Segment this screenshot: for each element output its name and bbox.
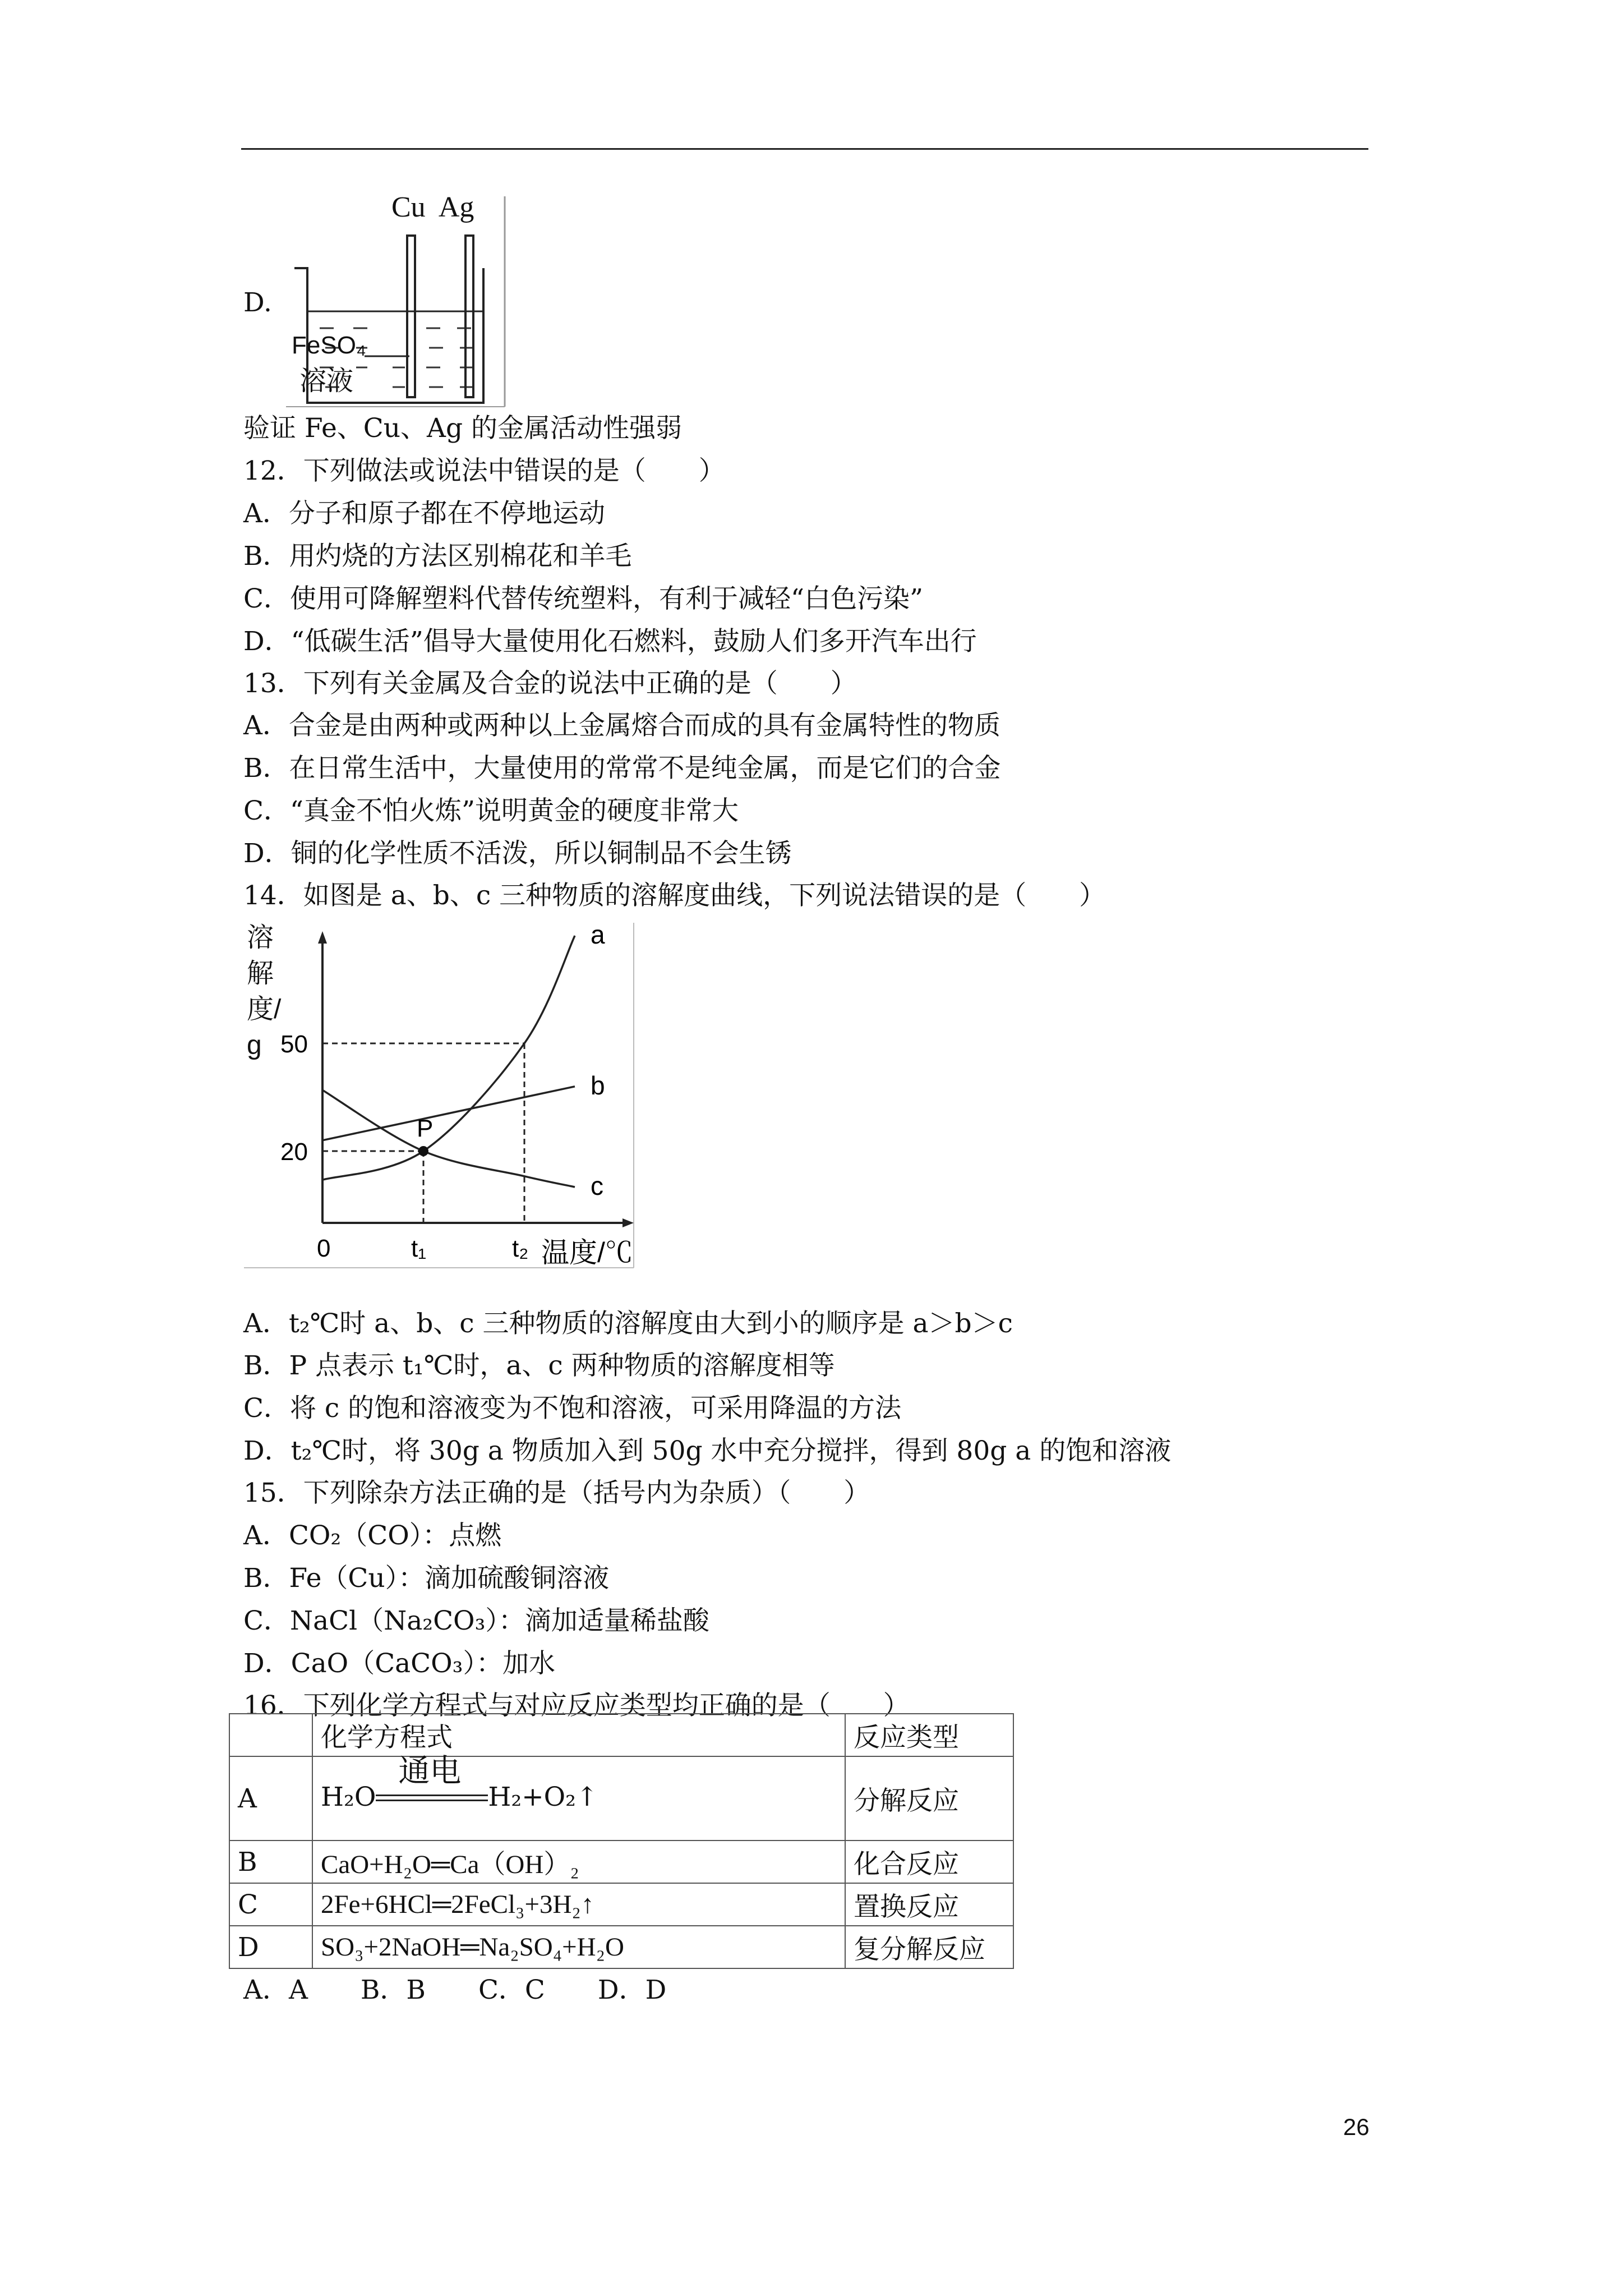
question-14: 14．如图是 a、b、c 三种物质的溶解度曲线，下列说法错误的是（ ） [243,880,1106,911]
header-rule [241,148,1368,150]
beaker-diagram [241,185,533,421]
figure-caption: 验证 Fe、Cu、Ag 的金属活动性强弱 [243,413,682,444]
q12-option-a: A．分子和原子都在不停地运动 [243,498,605,529]
q14-option-a: A．t₂℃时 a、b、c 三种物质的溶解度由大到小的顺序是 a＞b＞c [243,1308,1013,1339]
row-label: D [229,1926,312,1968]
product: H₂+O₂↑ [488,1781,598,1812]
q14-option-b: B．P 点表示 t₁℃时，a、c 两种物质的溶解度相等 [243,1350,835,1381]
x-axis-arrow [623,1218,634,1227]
y-tick-label: 20 [280,1138,308,1166]
point-p [418,1146,428,1156]
option-d-label: D. [243,287,272,318]
series-label-a: a [591,920,605,949]
header-cell-equation: 化学方程式 [312,1714,845,1756]
table-row [229,1883,1013,1926]
q16-answer-options: A．A B．B C．C D．D [243,1975,667,2005]
series-label-c: c [591,1171,603,1200]
type-d: 复分解反应 [845,1926,1013,1968]
point-p-label: P [417,1115,434,1142]
solubility-svg [241,920,645,1273]
series-label-b: b [591,1070,605,1100]
x-tick-label: 0 [317,1235,331,1262]
table-row [229,1756,1013,1841]
type-b: 化合反应 [845,1841,1013,1883]
equation-b: CaO+H₂O═Ca（OH）₂ [312,1841,845,1883]
condition-label: 通电 [398,1752,462,1788]
x-tick-label: t₁ [411,1235,427,1262]
equation-c: 2Fe+6HCl═2FeCl₃+3H₂↑ [312,1883,845,1926]
header-cell-type: 反应类型 [845,1714,1013,1756]
question-16: 16．下列化学方程式与对应反应类型均正确的是（ ） [243,1690,910,1721]
x-axis-label: 温度/℃ [541,1237,633,1268]
solution-label-2: 溶液 [299,366,354,396]
q13-option-a: A．合金是由两种或两种以上金属熔合而成的具有金属特性的物质 [243,710,1000,741]
table-row [229,1926,1013,1968]
row-label: B [229,1841,312,1883]
q14-option-c: C．将 c 的饱和溶液变为不饱和溶液，可采用降温的方法 [243,1393,902,1424]
curve-b [322,1087,575,1140]
page-number: 26 [1343,2114,1370,2140]
y-tick-label: 50 [280,1030,308,1058]
y-axis-arrow [318,931,327,944]
cu-electrode [407,236,415,397]
table-header-row [229,1714,1013,1756]
equation-a [312,1752,845,1841]
q13-option-b: B．在日常生活中，大量使用的常常不是纯金属，而是它们的合金 [243,753,1001,784]
q12-option-b: B．用灼烧的方法区别棉花和羊毛 [243,541,632,572]
electrode-labels: Cu Ag [391,191,474,223]
equation-table [229,1713,1014,1969]
equation-d: SO₃+2NaOH═Na₂SO₄+H₂O [312,1926,845,1968]
curve-a [322,936,575,1180]
reaction-arrow [376,1752,488,1816]
table-row [229,1841,1013,1883]
q15-option-d: D．CaO（CaCO₃）：加水 [243,1648,556,1679]
question-15: 15．下列除杂方法正确的是（括号内为杂质）（ ） [243,1478,870,1508]
solution-label: FeSO₄ [292,332,366,359]
question-12: 12．下列做法或说法中错误的是（ ） [243,455,725,486]
x-tick-label: t₂ [512,1235,529,1262]
q13-option-c: C．“真金不怕火炼”说明黄金的硬度非常大 [243,795,739,826]
solubility-chart [241,920,645,1273]
q13-option-d: D．铜的化学性质不活泼，所以铜制品不会生锈 [243,838,792,869]
q12-option-c: C．使用可降解塑料代替传统塑料，有利于减轻“白色污染” [243,583,924,614]
row-label: C [229,1883,312,1926]
q14-option-d: D．t₂℃时，将 30g a 物质加入到 50g 水中充分搅拌，得到 80g a 的饱和溶液 [243,1435,1172,1466]
reactant: H₂O [321,1781,376,1812]
ag-electrode [465,236,473,397]
q15-option-b: B．Fe（Cu）：滴加硫酸铜溶液 [243,1563,610,1594]
header-cell-label [229,1714,312,1756]
type-a: 分解反应 [845,1756,1013,1841]
type-c: 置换反应 [845,1883,1013,1926]
q15-option-a: A．CO₂（CO）：点燃 [243,1520,502,1551]
q12-option-d: D．“低碳生活”倡导大量使用化石燃料，鼓励人们多开汽车出行 [243,626,977,657]
q15-option-c: C．NaCl（Na₂CO₃）：滴加适量稀盐酸 [243,1605,709,1636]
question-13: 13．下列有关金属及合金的说法中正确的是（ ） [243,668,857,699]
beaker-figure [241,185,533,421]
row-label: A [229,1756,312,1841]
y-axis-label: 溶解度/g [247,923,282,1060]
